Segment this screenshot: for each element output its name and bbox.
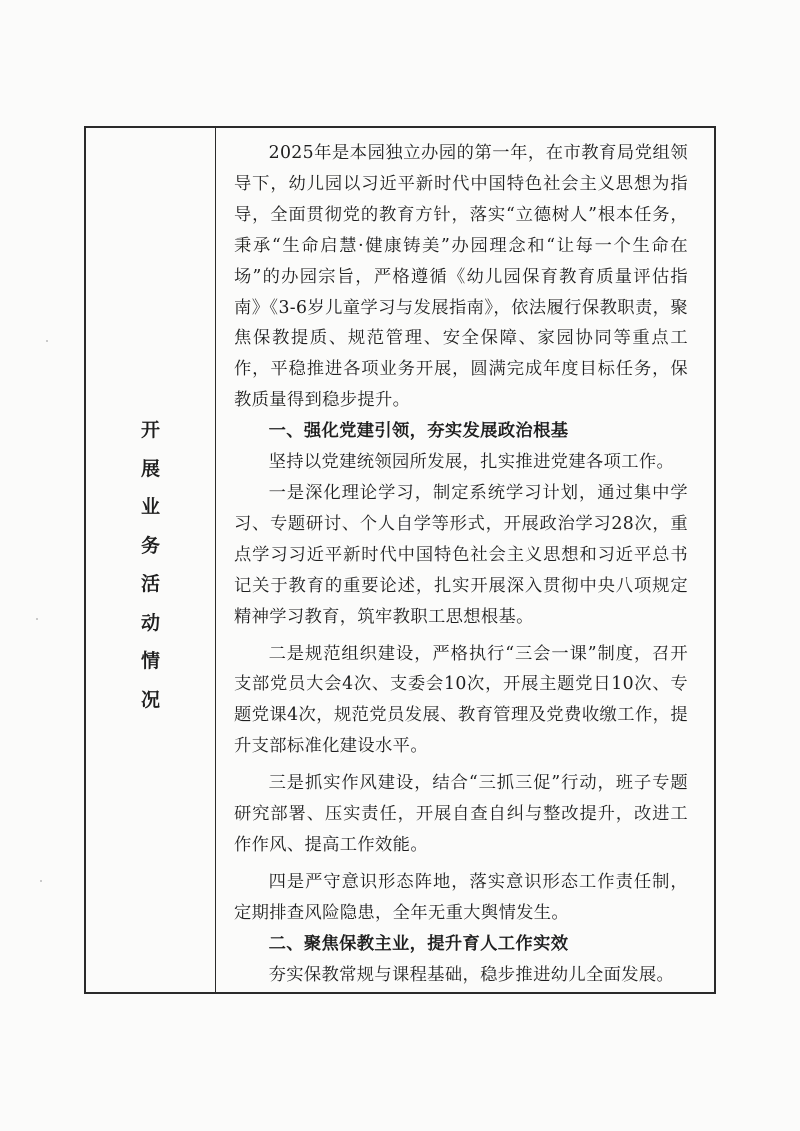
row-label-char: 开 <box>140 419 160 441</box>
content-cell <box>216 128 714 992</box>
body-paragraph: 四是严守意识形态阵地，落实意识形态工作责任制，定期排查风险隐患，全年无重大舆情发生。 <box>234 871 688 923</box>
row-label-char: 况 <box>140 688 160 711</box>
scan-speck <box>46 340 48 342</box>
row-label-char: 动 <box>140 611 160 634</box>
row-label-char: 展 <box>140 457 160 480</box>
report-table <box>84 126 716 994</box>
body-paragraph: 一是深化理论学习，制定系统学习计划，通过集中学习、专题研讨、个人自学等形式，开展政治学习28次，重点学习习近平新时代中国特色社会主义思想和习近平总书记关于教育的重要论述，扎实开展深入贯彻中央八项规定精神学习教育，筑牢教职工思想根基。 <box>234 482 688 627</box>
body-paragraph: 夯实保教常规与课程基础，稳步推进幼儿全面发展。 <box>268 964 675 985</box>
body-paragraph: 坚持以党建统领园所发展，扎实推进党建各项工作。 <box>268 452 675 473</box>
section-heading: 二、聚焦保教主业，提升育人工作实效 <box>268 933 569 954</box>
body-paragraph: 二是规范组织建设，严格执行“三会一课”制度，召开支部党员大会4次、支委会10次，开展主题党日10次、专题党课4次，规范党员发展、教育管理及党费收缴工作，提升支部标准化建设水平。 <box>234 643 688 757</box>
body-paragraph: 三是抓实作风建设，结合“三抓三促”行动，班子专题研究部署、压实责任，开展自查自纠与整改提升，改进工作作风、提高工作效能。 <box>234 773 688 855</box>
scan-speck <box>36 618 38 620</box>
row-label-char: 情 <box>140 650 160 672</box>
row-label-char: 业 <box>140 496 160 518</box>
scan-speck <box>40 880 42 882</box>
intro-paragraph: 2025年是本园独立办园的第一年，在市教育局党组领导下，幼儿园以习近平新时代中国特色社会主义思想为指导，全面贯彻党的教育方针，落实“立德树人”根本任务，秉承“生命启慧·健康铸美”办园理念和“让每一个生命在场”的办园宗旨，严格遵循《幼儿园保育教育质量评估指南》《3-6岁儿童学习与发展指南》，依法履行保教职责，聚焦保教提质、规范管理、安全保障、家园协同等重点工作，平稳推进各项业务开展，圆满完成年度目标任务，保教质量得到稳步提升。 <box>234 143 688 411</box>
row-label <box>86 411 215 719</box>
row-label-char: 务 <box>140 534 160 557</box>
section-heading: 一、强化党建引领，夯实发展政治根基 <box>268 421 569 442</box>
row-label-char: 活 <box>140 573 160 595</box>
row-label-cell <box>86 128 215 992</box>
